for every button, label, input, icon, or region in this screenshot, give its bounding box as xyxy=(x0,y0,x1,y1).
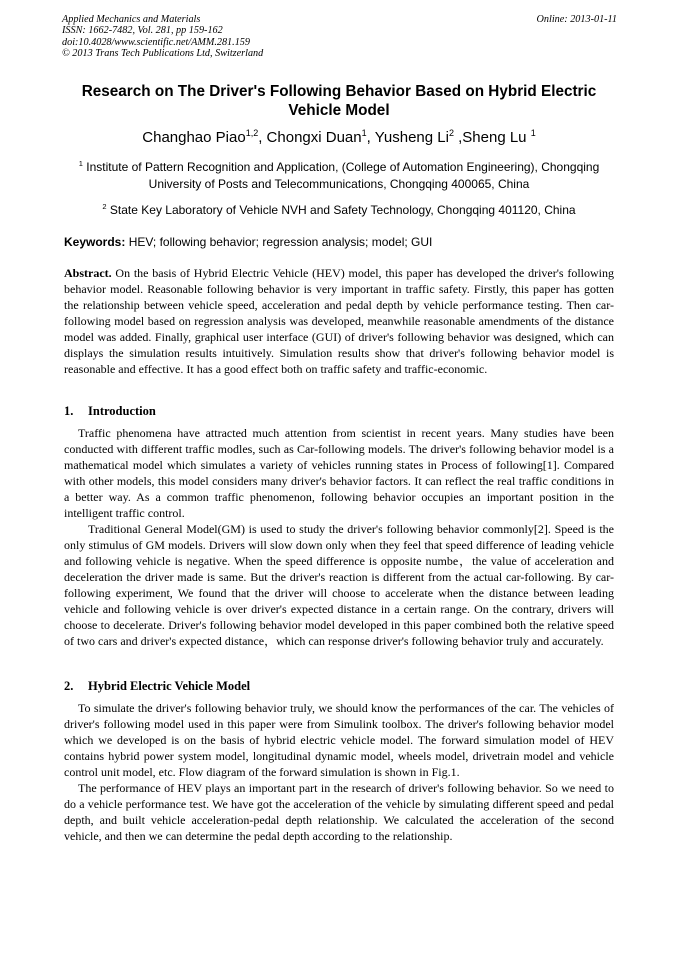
running-header xyxy=(62,14,617,60)
paragraph: To simulate the driver's following behavior truly, we should know the performances of the car. The vehicles of driver's following model used in this paper were from Simulink toolbox. The driver's following behavior model which we developed is on the basis of hybrid electric vehicle model. The forward simulation model of HEV contains hybrid power system model, longitudinal dynamic model, wheels model, drivetrain model and vehicle control unit model, etc. Flow diagram of the forward simulation is shown in Fig.1. xyxy=(64,701,614,779)
copyright-line: © 2013 Trans Tech Publications Ltd, Switzerland xyxy=(62,48,264,60)
abstract-text: On the basis of Hybrid Electric Vehicle (HEV) model, this paper has developed the driver's following behavior model. Reasonable following behavior is very important in traffic safety. Firstly, this paper has gotten the relationship between vehicle speed, acceleration and pedal depth by vehicle performance testing. Then car-following model based on regression analysis was developed, meanwhile reasonable amendments of the distance model was added. Finally, graphical user interface (GUI) of driver's following behavior was designed, which can displays the simulation results intuitively. Simulation results show that driver's following behavior model is reasonable and effective. It has a good effect both on traffic safety and traffic-economic. xyxy=(64,266,614,376)
author-name: Chongxi Duan xyxy=(266,129,362,146)
section-number: 2. xyxy=(64,679,74,693)
keywords-label: Keywords: xyxy=(64,235,126,249)
abstract-label: Abstract. xyxy=(64,266,112,280)
section-title: Introduction xyxy=(88,404,156,418)
section-heading xyxy=(64,403,156,419)
affiliation-mark: 2 xyxy=(102,202,107,211)
keywords-text: HEV; following behavior; regression analysis; model; GUI xyxy=(128,235,433,249)
paper-title: Research on The Driver's Following Behavior Based on Hybrid Electric Vehicle Model xyxy=(81,83,597,119)
affiliation xyxy=(62,156,616,192)
author-affiliation-mark: 1 xyxy=(530,128,536,138)
affiliation-mark: 1 xyxy=(78,159,83,168)
section-title: Hybrid Electric Vehicle Model xyxy=(88,679,251,693)
author-name: Sheng Lu xyxy=(462,129,527,146)
affiliation xyxy=(62,199,616,219)
section-number: 1. xyxy=(64,404,74,418)
abstract xyxy=(64,265,614,377)
paragraph: Traditional General Model(GM) is used to study the driver's following behavior commonly[2]. Speed is the only stimulus of GM models. Drivers will slow down only when they feel that speed difference of leading vehicle and following vehicle is negative. When the speed difference is opposite numbe，the value of acceleration and deceleration the driver made is same. But the driver's reaction is different from the actual car-following. By car-following experiment, We found that the driver will choose to accelerate when the distance between leading vehicle and following vehicle is over driver's expected distance in a certain range. On the contrary, drivers will choose to decelerate. Driver's following behavior model developed in this paper combined both the relative speed of two cars and driver's expected distance，which can response driver's following behavior truly and accurately. xyxy=(64,522,614,648)
section-body xyxy=(64,425,614,649)
keywords xyxy=(64,234,616,250)
affiliation-text: State Key Laboratory of Vehicle NVH and Safety Technology, Chongqing 401120, China xyxy=(109,203,576,217)
affiliation-text: Institute of Pattern Recognition and Application, (College of Automation Engineering), Chongqing University of Posts and Telecommunications, Chongqing 400065, China xyxy=(86,160,600,191)
section-body xyxy=(64,700,614,844)
journal-name: Applied Mechanics and Materials xyxy=(62,14,201,25)
doi-line: doi:10.4028/www.scientific.net/AMM.281.159 xyxy=(62,36,250,48)
author-name: Changhao Piao xyxy=(142,129,246,146)
author-list: Changhao Piao$^{1,2}$, Chongxi Duan$^1$, Yusheng Li$^2$ ,Sheng Lu $^1$ xyxy=(142,128,536,146)
author-affiliation-mark: 1,2 xyxy=(245,128,259,138)
issn-line: ISSN: 1662-7482, Vol. 281, pp 159-162 xyxy=(62,25,223,37)
online-date: Online: 2013-01-11 xyxy=(536,14,617,25)
author-affiliation-mark: 2 xyxy=(448,128,454,138)
author-name: Yusheng Li xyxy=(374,129,449,146)
paragraph: Traffic phenomena have attracted much attention from scientist in recent years. Many studies have been conducted with different traffic modles, such as Car-following models. The driver's following behavior model is a mathematical model which simulates a variety of vehicles running states in Process of following[1]. Compared with other models, this model considers many driver's behavior factors. It can reflect the real traffic conditions in a better way. As a common traffic phenomenon, following behavior occupies an important position in the intelligent traffic control. xyxy=(64,426,614,520)
paragraph: The performance of HEV plays an important part in the research of driver's following behavior. So we need to do a vehicle performance test. We have got the acceleration of the vehicle by simulating different speed and pedal depth, and built vehicle acceleration-pedal depth relationship. We calculated the acceleration of the second vehicle, and then we can determine the pedal depth according to the relationship. xyxy=(64,781,614,843)
section-heading xyxy=(64,678,250,694)
author-affiliation-mark: 1 xyxy=(361,128,367,138)
